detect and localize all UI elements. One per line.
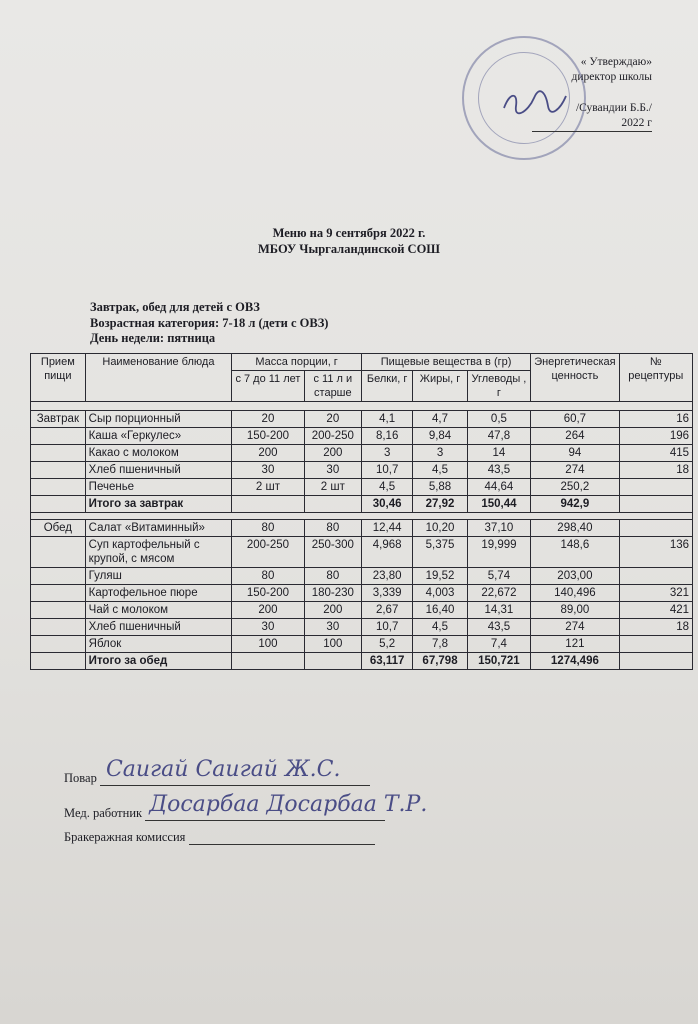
dish-name-cell: Хлеб пшеничный [85, 462, 232, 479]
gap-cell [31, 513, 693, 520]
header-name: Наименование блюда [85, 354, 232, 402]
value-cell: 16 [619, 411, 692, 428]
dish-name-cell: Хлеб пшеничный [85, 619, 232, 636]
value-cell: 43,5 [467, 619, 531, 636]
value-cell: 4,968 [361, 537, 412, 568]
value-cell: 10,7 [361, 619, 412, 636]
table-row [31, 568, 693, 585]
total-label-cell: Итого за завтрак [85, 496, 232, 513]
value-cell: 19,52 [413, 568, 467, 585]
approval-date: 2022 г [532, 116, 652, 132]
value-cell: 30 [304, 619, 361, 636]
value-cell: 3 [413, 445, 467, 462]
value-cell: 200-250 [304, 428, 361, 445]
dish-name-cell: Сыр порционный [85, 411, 232, 428]
header-meal: Прием пищи [31, 354, 86, 402]
header-protein: Белки, г [361, 371, 412, 402]
total-value-cell: 1274,496 [531, 653, 619, 670]
total-value-cell [619, 653, 692, 670]
value-cell: 200-250 [232, 537, 305, 568]
value-cell: 2 шт [304, 479, 361, 496]
header-portion: Масса порции, г [232, 354, 362, 371]
value-cell: 250-300 [304, 537, 361, 568]
cook-handwriting: Саигай Саигай Ж.С. [105, 757, 341, 782]
value-cell: 140,496 [531, 585, 619, 602]
header-portion-b: с 11 л и старше [304, 371, 361, 402]
total-value-cell: 67,798 [413, 653, 467, 670]
med-signature-line [64, 792, 428, 821]
value-cell: 196 [619, 428, 692, 445]
section-gap [31, 513, 693, 520]
value-cell: 5,88 [413, 479, 467, 496]
value-cell: 9,84 [413, 428, 467, 445]
table-row [31, 636, 693, 653]
dish-name-cell: Картофельное пюре [85, 585, 232, 602]
total-row [31, 496, 693, 513]
value-cell: 30 [304, 462, 361, 479]
table-row [31, 602, 693, 619]
intro-line2: Возрастная категория: 7-18 л (дети с ОВЗ) [90, 316, 329, 330]
meal-cell [31, 636, 86, 653]
value-cell: 2,67 [361, 602, 412, 619]
value-cell: 274 [531, 619, 619, 636]
total-value-cell: 150,44 [467, 496, 531, 513]
value-cell: 20 [232, 411, 305, 428]
value-cell: 14,31 [467, 602, 531, 619]
value-cell: 30 [232, 619, 305, 636]
commission-label: Бракеражная комиссия [64, 830, 186, 844]
total-value-cell: 942,9 [531, 496, 619, 513]
total-value-cell: 27,92 [413, 496, 467, 513]
table-row [31, 411, 693, 428]
intro-line3: День недели: пятница [90, 331, 216, 345]
approval-line1: « Утверждаю» [580, 56, 652, 68]
header-nutrients: Пищевые вещества в (гр) [361, 354, 530, 371]
meal-cell [31, 445, 86, 462]
value-cell: 2 шт [232, 479, 305, 496]
meal-cell [31, 568, 86, 585]
value-cell: 80 [232, 520, 305, 537]
value-cell: 37,10 [467, 520, 531, 537]
approval-line2: директор школы [571, 71, 652, 83]
value-cell: 200 [232, 445, 305, 462]
dish-name-cell: Яблок [85, 636, 232, 653]
value-cell: 7,4 [467, 636, 531, 653]
commission-signature-field [189, 830, 375, 845]
value-cell [619, 479, 692, 496]
total-value-cell [619, 496, 692, 513]
value-cell: 20 [304, 411, 361, 428]
med-label: Мед. работник [64, 806, 143, 820]
table-row [31, 445, 693, 462]
intro-line1: Завтрак, обед для детей с ОВЗ [90, 300, 260, 314]
value-cell: 89,00 [531, 602, 619, 619]
header-fat: Жиры, г [413, 371, 467, 402]
value-cell: 421 [619, 602, 692, 619]
value-cell: 10,20 [413, 520, 467, 537]
total-value-cell [232, 496, 305, 513]
meal-cell [31, 428, 86, 445]
meal-cell [31, 653, 86, 670]
value-cell: 4,1 [361, 411, 412, 428]
value-cell: 264 [531, 428, 619, 445]
med-signature-field [145, 792, 428, 821]
value-cell: 94 [531, 445, 619, 462]
value-cell: 321 [619, 585, 692, 602]
value-cell: 47,8 [467, 428, 531, 445]
total-value-cell [304, 496, 361, 513]
meal-cell [31, 619, 86, 636]
commission-signature-line [64, 830, 375, 845]
value-cell: 274 [531, 462, 619, 479]
value-cell: 14 [467, 445, 531, 462]
meal-cell [31, 602, 86, 619]
table-row [31, 428, 693, 445]
meal-cell [31, 462, 86, 479]
total-value-cell: 30,46 [361, 496, 412, 513]
meal-cell [31, 537, 86, 568]
meal-cell [31, 496, 86, 513]
table-row [31, 462, 693, 479]
value-cell: 136 [619, 537, 692, 568]
value-cell: 19,999 [467, 537, 531, 568]
value-cell: 100 [232, 636, 305, 653]
dish-name-cell: Какао с молоком [85, 445, 232, 462]
table-row [31, 619, 693, 636]
value-cell: 5,375 [413, 537, 467, 568]
school-name: МБОУ Чыргаландинской СОШ [257, 242, 441, 256]
value-cell: 7,8 [413, 636, 467, 653]
dish-name-cell: Салат «Витаминный» [85, 520, 232, 537]
dish-name-cell: Суп картофельный с крупой, с мясом [85, 537, 232, 568]
value-cell: 23,80 [361, 568, 412, 585]
value-cell [619, 568, 692, 585]
value-cell: 5,74 [467, 568, 531, 585]
value-cell: 4,5 [361, 479, 412, 496]
value-cell [619, 520, 692, 537]
header-portion-a: с 7 до 11 лет [232, 371, 305, 402]
header-recipe: № рецептуры [619, 354, 692, 402]
value-cell: 180-230 [304, 585, 361, 602]
value-cell: 12,44 [361, 520, 412, 537]
value-cell: 4,5 [413, 462, 467, 479]
value-cell: 0,5 [467, 411, 531, 428]
value-cell: 4,7 [413, 411, 467, 428]
meal-cell [31, 585, 86, 602]
value-cell: 150-200 [232, 428, 305, 445]
value-cell: 200 [232, 602, 305, 619]
menu-body [31, 411, 693, 670]
value-cell [619, 636, 692, 653]
value-cell: 10,7 [361, 462, 412, 479]
value-cell: 16,40 [413, 602, 467, 619]
cook-signature-line [64, 757, 370, 786]
value-cell: 80 [304, 568, 361, 585]
total-label-cell: Итого за обед [85, 653, 232, 670]
cook-label: Повар [64, 771, 97, 785]
value-cell: 250,2 [531, 479, 619, 496]
value-cell: 203,00 [531, 568, 619, 585]
value-cell: 200 [304, 602, 361, 619]
value-cell: 148,6 [531, 537, 619, 568]
total-value-cell [232, 653, 305, 670]
value-cell: 30 [232, 462, 305, 479]
value-cell: 3 [361, 445, 412, 462]
table-row [31, 537, 693, 568]
value-cell: 18 [619, 619, 692, 636]
dish-name-cell: Чай с молоком [85, 602, 232, 619]
med-handwriting: Досарбаа Досарбаа Т.Р. [149, 792, 428, 817]
total-row [31, 653, 693, 670]
value-cell: 3,339 [361, 585, 412, 602]
menu-table [30, 353, 693, 670]
value-cell: 60,7 [531, 411, 619, 428]
approval-line3: /Сувандии Б.Б./ [575, 102, 652, 114]
value-cell: 415 [619, 445, 692, 462]
value-cell: 4,003 [413, 585, 467, 602]
value-cell: 18 [619, 462, 692, 479]
menu-title: Меню на 9 сентября 2022 г. [272, 226, 426, 240]
value-cell: 80 [304, 520, 361, 537]
value-cell: 44,64 [467, 479, 531, 496]
total-value-cell [304, 653, 361, 670]
value-cell: 200 [304, 445, 361, 462]
dish-name-cell: Печенье [85, 479, 232, 496]
table-row [31, 585, 693, 602]
value-cell: 22,672 [467, 585, 531, 602]
table-row [31, 479, 693, 496]
value-cell: 121 [531, 636, 619, 653]
value-cell: 100 [304, 636, 361, 653]
value-cell: 4,5 [413, 619, 467, 636]
header-carbs: Углеводы , г [467, 371, 531, 402]
meal-cell [31, 479, 86, 496]
header-energy: Энергетическая ценность [531, 354, 619, 402]
value-cell: 8,16 [361, 428, 412, 445]
total-value-cell: 150,721 [467, 653, 531, 670]
table-row [31, 520, 693, 537]
value-cell: 150-200 [232, 585, 305, 602]
approval-block [532, 55, 652, 132]
dish-name-cell: Гуляш [85, 568, 232, 585]
cook-signature-field [100, 757, 370, 786]
total-value-cell: 63,117 [361, 653, 412, 670]
spacer-row [31, 402, 693, 411]
value-cell: 80 [232, 568, 305, 585]
value-cell: 298,40 [531, 520, 619, 537]
value-cell: 43,5 [467, 462, 531, 479]
meal-cell: Обед [31, 520, 86, 537]
meal-cell: Завтрак [31, 411, 86, 428]
dish-name-cell: Каша «Геркулес» [85, 428, 232, 445]
value-cell: 5,2 [361, 636, 412, 653]
